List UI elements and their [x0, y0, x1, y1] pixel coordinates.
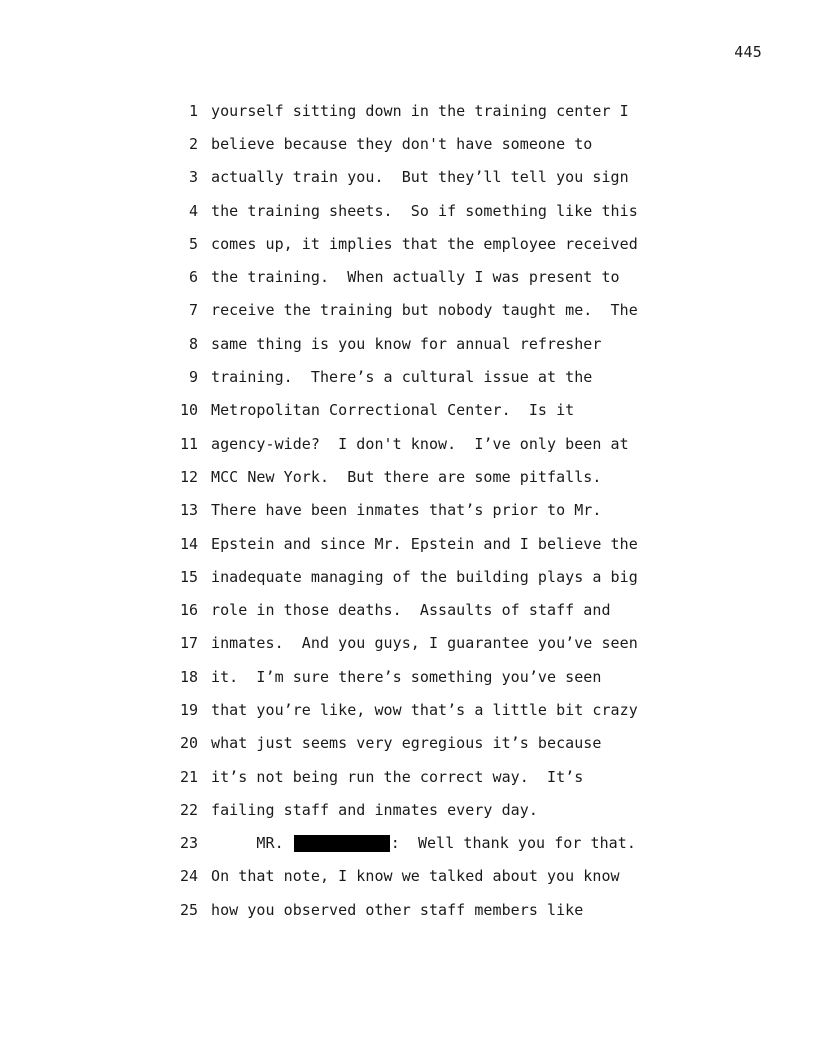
transcript-line: [168, 94, 728, 127]
transcript-line: [168, 527, 728, 560]
transcript-line: [168, 127, 728, 160]
line-number: 23: [179, 834, 198, 853]
line-text: MCC New York. But there are some pitfalls.: [211, 467, 602, 486]
line-text: inmates. And you guys, I guarantee you’ve seen: [211, 634, 638, 653]
line-text: actually train you. But they’ll tell you sign: [211, 168, 629, 187]
speaker-line: [211, 834, 636, 852]
line-number: 10: [179, 401, 198, 420]
transcript-line: [168, 394, 728, 427]
speaker-suffix: : Well thank you for that.: [390, 834, 636, 853]
transcript-line: [168, 494, 728, 527]
page-number: 445: [734, 43, 762, 61]
transcript-line: [168, 427, 728, 460]
line-number: 18: [179, 667, 198, 686]
line-number: 13: [179, 501, 198, 520]
line-number: 16: [179, 601, 198, 620]
transcript-line: [168, 327, 728, 360]
line-text: the training sheets. So if something like this: [211, 201, 638, 220]
line-text: agency-wide? I don't know. I’ve only been at: [211, 434, 629, 453]
line-text: Epstein and since Mr. Epstein and I believe the: [211, 534, 638, 553]
transcript-line: [168, 893, 728, 926]
line-text: comes up, it implies that the employee received: [211, 234, 638, 253]
line-number: 24: [179, 867, 198, 886]
line-text: how you observed other staff members like: [211, 900, 584, 919]
transcript-line: [168, 660, 728, 693]
transcript-line: [168, 627, 728, 660]
line-text: what just seems very egregious it’s because: [211, 734, 602, 753]
line-text: Metropolitan Correctional Center. Is it: [211, 401, 575, 420]
line-text: receive the training but nobody taught me. The: [211, 301, 638, 320]
transcript-line: [168, 294, 728, 327]
line-number: 9: [188, 368, 198, 387]
transcript-line-speaker: [168, 827, 728, 860]
line-number: 3: [188, 168, 198, 187]
line-text: failing staff and inmates every day.: [211, 800, 538, 819]
line-text: that you’re like, wow that’s a little bit crazy: [211, 700, 638, 719]
transcript-line: [168, 693, 728, 726]
line-number: 20: [179, 734, 198, 753]
line-text: There have been inmates that’s prior to Mr.: [211, 501, 602, 520]
line-text: believe because they don't have someone to: [211, 134, 593, 153]
line-text: yourself sitting down in the training center I: [211, 101, 629, 120]
line-number: 15: [179, 567, 198, 586]
line-number: 1: [188, 101, 198, 120]
line-text: inadequate managing of the building plays a big: [211, 567, 638, 586]
line-text: On that note, I know we talked about you know: [211, 867, 620, 886]
transcript-line: [168, 194, 728, 227]
transcript-line: [168, 727, 728, 760]
line-number: 11: [179, 434, 198, 453]
transcript-body: [168, 94, 728, 926]
line-text: the training. When actually I was present to: [211, 268, 620, 287]
line-number: 8: [188, 334, 198, 353]
transcript-line: [168, 793, 728, 826]
transcript-line: [168, 593, 728, 626]
speaker-prefix: MR.: [211, 834, 293, 853]
line-number: 17: [179, 634, 198, 653]
transcript-line: [168, 460, 728, 493]
line-number: 6: [188, 268, 198, 287]
transcript-line: [168, 260, 728, 293]
transcript-line: [168, 860, 728, 893]
line-number: 5: [188, 234, 198, 253]
redaction-bar: [294, 835, 390, 852]
line-number: 14: [179, 534, 198, 553]
line-number: 12: [179, 467, 198, 486]
line-text: same thing is you know for annual refresher: [211, 334, 602, 353]
line-number: 7: [188, 301, 198, 320]
line-text: role in those deaths. Assaults of staff and: [211, 601, 611, 620]
line-number: 2: [188, 134, 198, 153]
transcript-line: [168, 360, 728, 393]
line-text: it’s not being run the correct way. It’s: [211, 767, 584, 786]
line-number: 4: [188, 201, 198, 220]
line-number: 25: [179, 900, 198, 919]
line-number: 22: [179, 800, 198, 819]
transcript-line: [168, 760, 728, 793]
line-number: 21: [179, 767, 198, 786]
line-text: training. There’s a cultural issue at the: [211, 368, 593, 387]
transcript-line: [168, 560, 728, 593]
transcript-line: [168, 227, 728, 260]
line-text: it. I’m sure there’s something you’ve seen: [211, 667, 602, 686]
line-number: 19: [179, 700, 198, 719]
transcript-line: [168, 161, 728, 194]
